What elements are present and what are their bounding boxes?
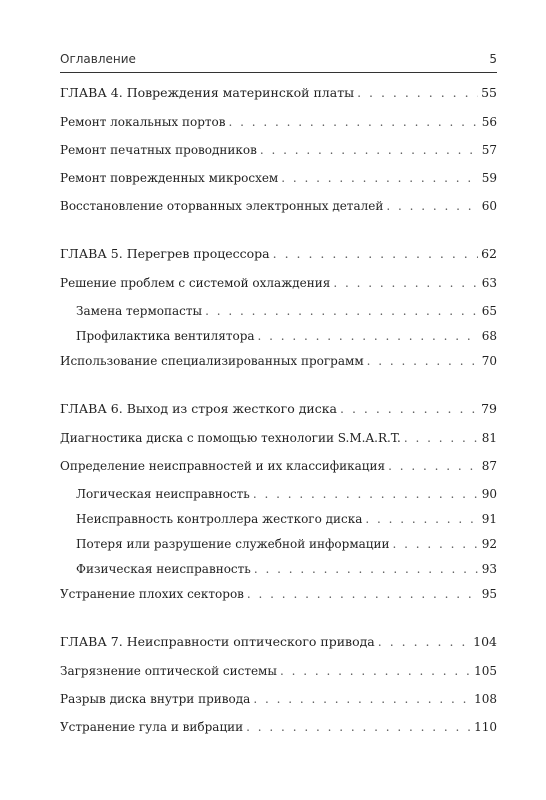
dot-leader [253, 487, 479, 501]
toc-section-entry[interactable] [60, 199, 497, 213]
toc-entry-label: Логическая неисправность [76, 487, 250, 501]
toc-entry-label: Неисправность контроллера жесткого диска [76, 512, 363, 526]
toc-page-number: 92 [481, 537, 497, 551]
toc-entry-label: Загрязнение оптической системы [60, 664, 277, 678]
toc-page-number: 91 [481, 512, 497, 526]
toc-chapter-heading[interactable] [60, 402, 497, 416]
chapter-block [60, 247, 497, 368]
dot-leader [246, 720, 471, 734]
dot-leader [258, 329, 479, 343]
toc-page-number: 65 [481, 304, 497, 318]
toc-entry-label: Восстановление оторванных электронных деталей [60, 199, 384, 213]
dot-leader [386, 199, 478, 213]
toc-entry-label: Профилактика вентилятора [76, 329, 255, 343]
toc-entry-label: Устранение плохих секторов [60, 587, 244, 601]
toc-section-entry[interactable] [60, 276, 497, 290]
toc-page-number: 110 [474, 720, 497, 734]
dot-leader [333, 276, 478, 290]
toc-entry-label: Потеря или разрушение служебной информации [76, 537, 390, 551]
chapter-block [60, 635, 497, 734]
dot-leader [378, 635, 470, 649]
header-title: Оглавление [60, 52, 136, 66]
toc-chapter-heading[interactable] [60, 635, 497, 649]
toc-section-entry[interactable] [60, 459, 497, 473]
toc-page-number: 55 [481, 85, 497, 100]
toc-section-entry[interactable] [60, 587, 497, 601]
toc-section-entry[interactable] [60, 115, 497, 129]
toc-page-number: 87 [481, 459, 497, 473]
toc-entry-label: Ремонт локальных портов [60, 115, 226, 129]
toc-entry-label: Использование специализированных программ [60, 354, 364, 368]
toc-page-number: 93 [481, 562, 497, 576]
toc-section-entry[interactable] [60, 720, 497, 734]
toc-page-number: 62 [481, 246, 497, 261]
toc-section-entry[interactable] [60, 143, 497, 157]
toc-page-number: 81 [481, 431, 497, 445]
dot-leader [357, 86, 478, 100]
toc-entry-label: ГЛАВА 7. Неисправности оптического привода [60, 634, 375, 649]
toc-page-number: 105 [474, 664, 497, 678]
dot-leader [253, 692, 471, 706]
toc-section-entry[interactable] [60, 692, 497, 706]
toc-section-entry[interactable] [60, 664, 497, 678]
toc-subsection-entry[interactable] [60, 487, 497, 501]
dot-leader [340, 402, 478, 416]
toc-entry-label: ГЛАВА 4. Повреждения материнской платы [60, 85, 355, 100]
toc-section-entry[interactable] [60, 431, 497, 445]
dot-leader [388, 459, 479, 473]
toc-entry-label: Решение проблем с системой охлаждения [60, 276, 331, 290]
dot-leader [280, 664, 471, 678]
dot-leader [365, 512, 478, 526]
toc-page-number: 90 [481, 487, 497, 501]
toc-entry-label: Разрыв диска внутри привода [60, 692, 251, 706]
toc-page-number: 68 [481, 329, 497, 343]
chapter-block [60, 402, 497, 601]
dot-leader [247, 587, 479, 601]
dot-leader [273, 247, 478, 261]
toc-page-number: 108 [474, 692, 497, 706]
toc-entry-label: Устранение гула и вибрации [60, 720, 244, 734]
toc-entry-label: Определение неисправностей и их классификация [60, 459, 386, 473]
toc-page-number: 70 [481, 354, 497, 368]
toc-page-number: 59 [481, 171, 497, 185]
toc-entry-label: ГЛАВА 6. Выход из строя жесткого диска [60, 401, 337, 416]
toc-entry-label: Ремонт печатных проводников [60, 143, 257, 157]
header-page-number: 5 [489, 52, 497, 66]
toc-page-number: 95 [481, 587, 497, 601]
toc-chapter-heading[interactable] [60, 86, 497, 100]
toc-entry-label: Физическая неисправность [76, 562, 251, 576]
toc-page-number: 63 [481, 276, 497, 290]
toc-entry-label: Замена термопасты [76, 304, 203, 318]
toc-entry-label: ГЛАВА 5. Перегрев процессора [60, 246, 270, 261]
toc-subsection-entry[interactable] [60, 329, 497, 343]
dot-leader [367, 354, 479, 368]
dot-leader [254, 562, 479, 576]
toc-subsection-entry[interactable] [60, 537, 497, 551]
toc-page-number: 104 [473, 634, 497, 649]
dot-leader [281, 171, 478, 185]
toc-page-number: 60 [481, 199, 497, 213]
toc-section-entry[interactable] [60, 171, 497, 185]
running-header [60, 50, 497, 73]
toc-entry-label: Диагностика диска с помощью технологии S.M.A.R.T. [60, 431, 401, 445]
chapter-block [60, 86, 497, 213]
toc-subsection-entry[interactable] [60, 562, 497, 576]
dot-leader [404, 431, 479, 445]
toc-subsection-entry[interactable] [60, 304, 497, 318]
dot-leader [229, 115, 479, 129]
table-of-contents [60, 86, 497, 748]
toc-chapter-heading[interactable] [60, 247, 497, 261]
toc-entry-label: Ремонт поврежденных микросхем [60, 171, 279, 185]
dot-leader [393, 537, 479, 551]
toc-page-number: 57 [481, 143, 497, 157]
toc-page-number: 79 [481, 401, 497, 416]
toc-subsection-entry[interactable] [60, 512, 497, 526]
toc-page-number: 56 [481, 115, 497, 129]
dot-leader [205, 304, 479, 318]
dot-leader [260, 143, 479, 157]
toc-section-entry[interactable] [60, 354, 497, 368]
